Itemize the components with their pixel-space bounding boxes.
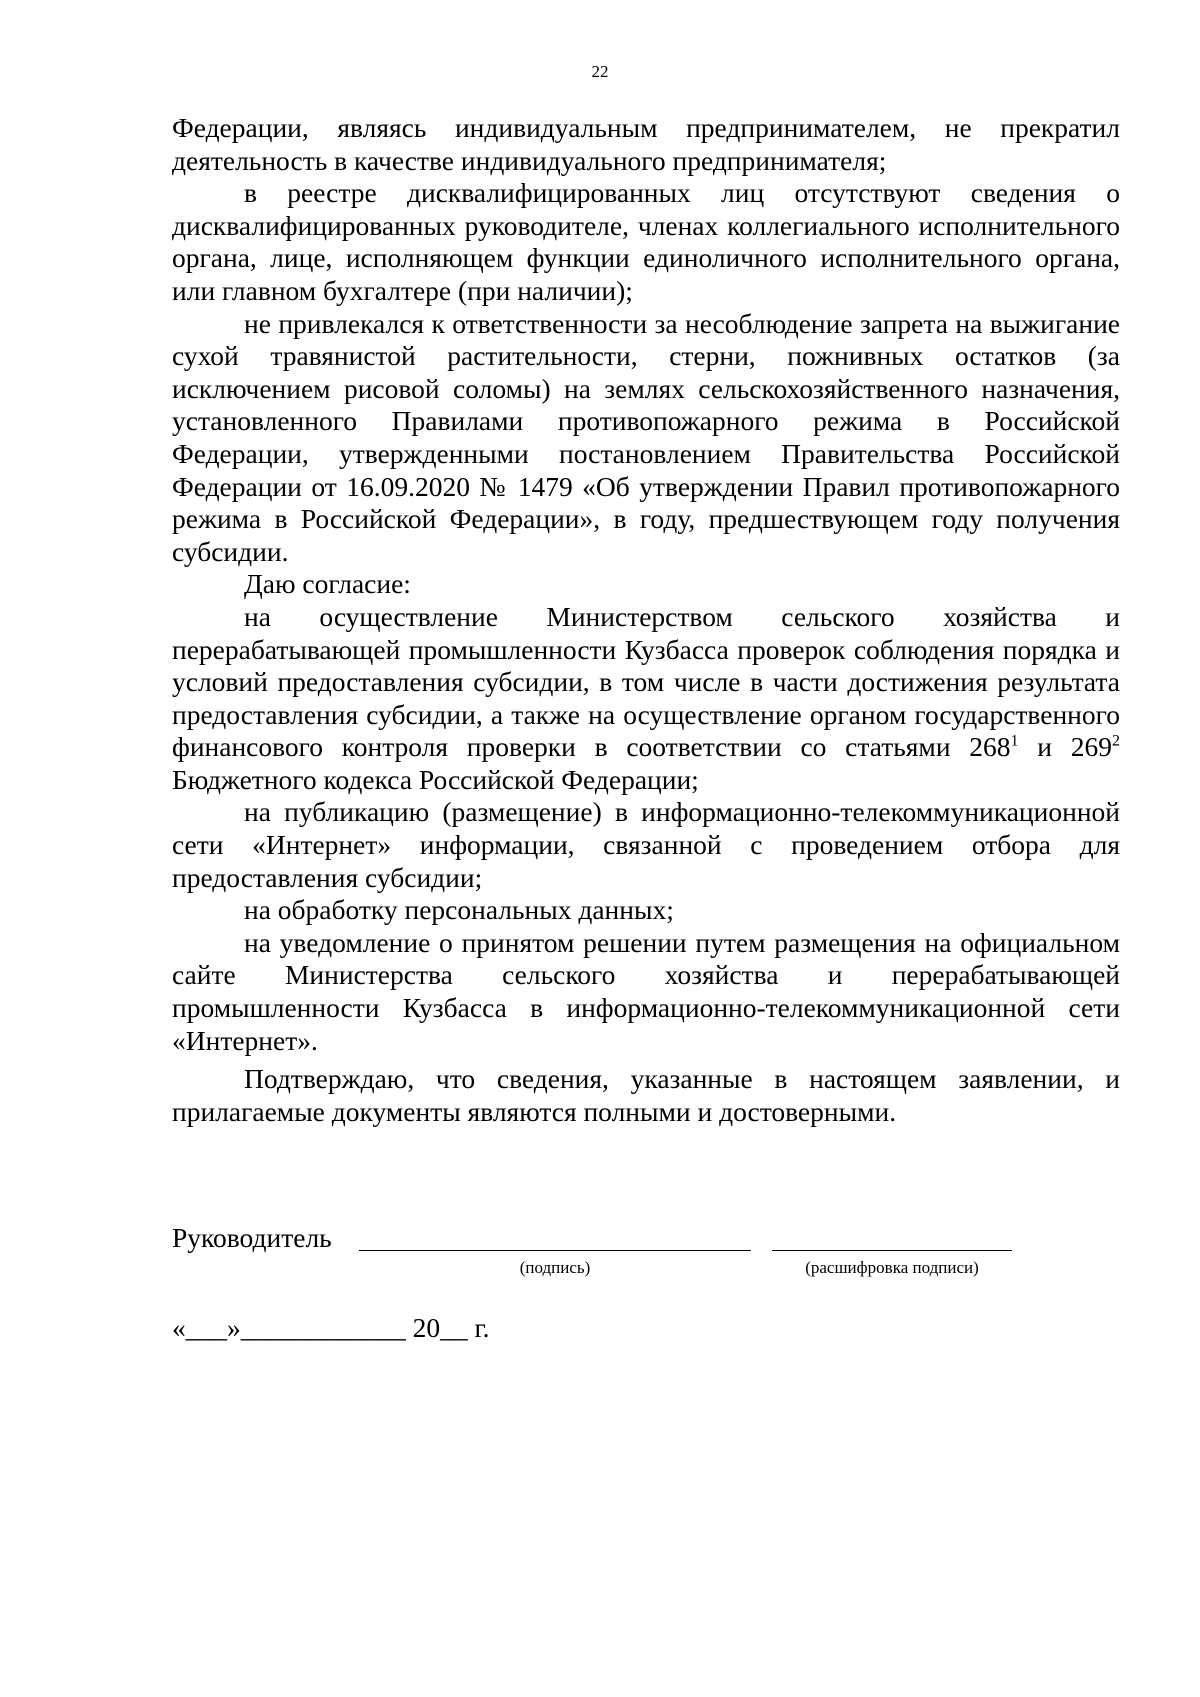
paragraph-disqualified-registry: в реестре дисквалифицированных лиц отсутствуют сведения о дисквалифицированных руководителе, членах коллегиального исполнительного органа, лице, исполняющем функции единоличного исполнительного органа, или главном бухгалтере (при наличии); bbox=[172, 177, 1120, 306]
paragraph-consent-heading: Даю согласие: bbox=[244, 568, 411, 600]
paragraph-fire-regulations: не привлекался к ответственности за несоблюдение запрета на выжигание сухой травянистой растительности, стерни, пожнивных остатков (за исключением рисовой соломы) на землях сельскохозяйственного назначения, установленного Правилами противопожарного режима в Российской Федерации, утвержденными постановлением Правительства Российской Федерации от 16.09.2020 № 1479 «Об утверждении Правил противопожарного режима в Российской Федерации», в году, предшествующем году получения субсидии. bbox=[172, 307, 1120, 567]
paragraph-consent-notification: на уведомление о принятом решении путем размещения на официальном сайте Министерства сельского хозяйства и перерабатывающей промышленности Кузбасса в информационно-телекоммуникационной сети «Интернет». bbox=[172, 926, 1120, 1056]
date-line: «___»____________ 20__ г. bbox=[172, 1312, 490, 1343]
consent-inspections-text-3: Бюджетного кодекса Российской Федерации; bbox=[172, 763, 699, 795]
paragraph-confirmation: Подтверждаю, что сведения, указанные в настоящем заявлении, и прилагаемые документы являются полными и достоверными. bbox=[172, 1063, 1120, 1127]
page-number: 22 bbox=[591, 62, 609, 81]
consent-inspections-text-2: и 269 bbox=[1018, 731, 1112, 763]
signature-label: Руководитель bbox=[172, 1222, 332, 1253]
document-body bbox=[172, 112, 1120, 1128]
signature-caption: (подпись) bbox=[519, 1258, 591, 1277]
paragraph-consent-publication: на публикацию (размещение) в информационно-телекоммуникационной сети «Интернет» информации, связанной с проведением отбора для предоставления субсидии; bbox=[172, 796, 1120, 893]
paragraph-consent-inspections bbox=[172, 601, 1120, 797]
article-268-superscript: 1 bbox=[1010, 732, 1019, 750]
paragraph-entrepreneur: Федерации, являясь индивидуальным предпринимателем, не прекратил деятельность в качестве индивидуального предпринимателя; bbox=[172, 112, 1120, 176]
paragraph-consent-personal-data: на обработку персональных данных; bbox=[244, 894, 674, 926]
signature-line[interactable] bbox=[359, 1250, 751, 1251]
article-269-superscript: 2 bbox=[1112, 732, 1120, 750]
consent-inspections-text-1: на осуществление Министерством сельского хозяйства и перерабатывающей промышленности Кузбасса проверок соблюдения порядка и условий предоставления субсидии, в том числе в части достижения результата предоставления субсидии, а также на осуществление органом государственного финансового контроля проверки в соответствии со статьями 268 bbox=[172, 600, 1120, 763]
signature-decode-line[interactable] bbox=[772, 1250, 1012, 1251]
signature-decode-caption: (расшифровка подписи) bbox=[805, 1258, 979, 1277]
